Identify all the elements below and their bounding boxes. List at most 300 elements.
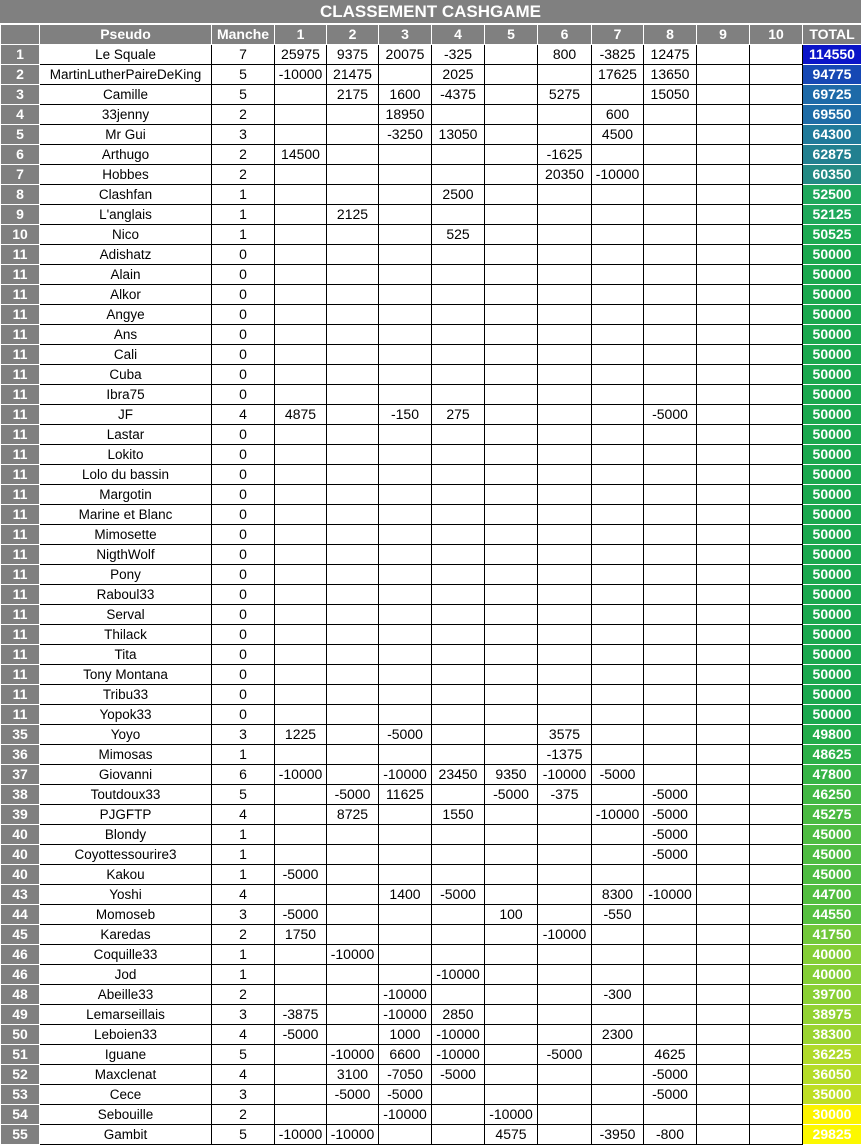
pseudo-cell: Yopok33 [40,705,212,725]
round-6-cell [538,1105,592,1125]
round-5-cell [485,885,538,905]
round-7-cell [592,345,644,365]
round-6-cell [538,1005,592,1025]
round-2-cell: -5000 [327,1085,379,1105]
table-row [1,805,861,825]
round-2-cell [327,505,379,525]
round-4-cell: -5000 [432,1065,485,1085]
round-1-cell [275,105,327,125]
round-1-cell [275,425,327,445]
table-row [1,165,861,185]
round-3-cell: -5000 [379,1085,432,1105]
round-7-cell [592,525,644,545]
ranking-rows [1,45,861,1145]
rank-cell: 52 [1,1065,40,1085]
rank-cell: 11 [1,585,40,605]
round-10-cell [750,925,803,945]
total-cell: 50000 [803,665,861,685]
round-10-cell [750,485,803,505]
round-5-cell [485,625,538,645]
pseudo-cell: Thilack [40,625,212,645]
rank-cell: 43 [1,885,40,905]
table-row [1,425,861,445]
total-cell: 60350 [803,165,861,185]
rank-cell: 53 [1,1085,40,1105]
round-2-cell [327,725,379,745]
pseudo-cell: Raboul33 [40,585,212,605]
total-cell: 50000 [803,505,861,525]
round-9-cell [697,785,750,805]
rank-cell: 55 [1,1125,40,1145]
round-6-cell: 20350 [538,165,592,185]
table-row [1,105,861,125]
round-5-cell [485,365,538,385]
round-5-cell [485,205,538,225]
round-4-cell: -325 [432,45,485,65]
round-5-cell [485,265,538,285]
pseudo-cell: Margotin [40,485,212,505]
round-9-cell [697,45,750,65]
round-7-cell [592,625,644,645]
round-9-cell [697,725,750,745]
round-2-cell [327,565,379,585]
pseudo-cell: Toutdoux33 [40,785,212,805]
table-row [1,85,861,105]
pseudo-cell: PJGFTP [40,805,212,825]
round-3-cell: 1400 [379,885,432,905]
round-10-cell [750,625,803,645]
round-7-cell [592,1105,644,1125]
round-2-cell [327,485,379,505]
round-7-cell: 17625 [592,65,644,85]
round-4-cell: -4375 [432,85,485,105]
round-10-cell [750,985,803,1005]
round-5-cell [485,645,538,665]
round-7-cell [592,845,644,865]
round-7-cell [592,865,644,885]
round-8-cell: -5000 [644,405,697,425]
round-3-cell: -10000 [379,765,432,785]
pseudo-cell: Leboien33 [40,1025,212,1045]
round-2-cell [327,765,379,785]
rank-cell: 54 [1,1105,40,1125]
round-7-cell [592,925,644,945]
round-7-cell: -550 [592,905,644,925]
round-7-cell [592,245,644,265]
round-8-cell: -5000 [644,785,697,805]
round-10-cell [750,745,803,765]
table-row [1,325,861,345]
round-2-cell [327,445,379,465]
round-8-cell [644,1025,697,1045]
round-5-cell: -5000 [485,785,538,805]
manche-cell: 4 [212,405,275,425]
round-9-cell [697,545,750,565]
manche-cell: 0 [212,645,275,665]
round-2-cell [327,285,379,305]
round-8-cell [644,745,697,765]
round-8-cell [644,985,697,1005]
round-4-cell: 525 [432,225,485,245]
round-1-cell [275,225,327,245]
round-7-cell [592,445,644,465]
round-6-cell [538,1025,592,1045]
total-cell: 69550 [803,105,861,125]
round-4-cell [432,565,485,585]
round-1-cell: 1750 [275,925,327,945]
round-4-cell [432,345,485,365]
round-6-cell: -10000 [538,765,592,785]
round-6-cell [538,385,592,405]
total-cell: 50000 [803,285,861,305]
manche-cell: 7 [212,45,275,65]
round-9-cell [697,465,750,485]
round-1-cell [275,705,327,725]
round-6-cell [538,525,592,545]
round-3-cell [379,745,432,765]
rank-cell: 11 [1,305,40,325]
round-2-cell: 2175 [327,85,379,105]
manche-cell: 1 [212,185,275,205]
round-1-cell [275,685,327,705]
round-4-cell [432,205,485,225]
round-8-cell [644,965,697,985]
round-1-cell [275,385,327,405]
round-2-cell [327,305,379,325]
total-cell: 50000 [803,385,861,405]
round-1-cell [275,505,327,525]
total-cell: 52500 [803,185,861,205]
total-cell: 114550 [803,45,861,65]
round-1-cell [275,525,327,545]
round-3-cell [379,645,432,665]
rank-cell: 40 [1,845,40,865]
round-6-cell [538,1065,592,1085]
round-1-cell [275,265,327,285]
round-1-cell [275,985,327,1005]
pseudo-cell: Cece [40,1085,212,1105]
round-5-cell [485,725,538,745]
round-1-cell [275,205,327,225]
round-5-cell [485,685,538,705]
manche-cell: 0 [212,265,275,285]
round-7-cell [592,145,644,165]
rank-cell: 11 [1,665,40,685]
round-10-cell [750,1105,803,1125]
manche-cell: 1 [212,825,275,845]
round-6-cell [538,105,592,125]
rank-cell: 40 [1,825,40,845]
round-7-cell [592,485,644,505]
total-cell: 62875 [803,145,861,165]
round-4-cell [432,305,485,325]
round-7-cell [592,785,644,805]
round-4-cell [432,905,485,925]
pseudo-cell: Clashfan [40,185,212,205]
round-10-cell [750,105,803,125]
round-5-cell [485,1025,538,1045]
pseudo-cell: Camille [40,85,212,105]
manche-cell: 0 [212,345,275,365]
round-10-cell [750,525,803,545]
pseudo-cell: Kakou [40,865,212,885]
rank-cell: 11 [1,365,40,385]
round-5-cell: 9350 [485,765,538,785]
round-8-cell [644,185,697,205]
round-6-cell [538,445,592,465]
pseudo-cell: Coquille33 [40,945,212,965]
round-6-cell [538,665,592,685]
rank-cell: 3 [1,85,40,105]
table-row [1,925,861,945]
pseudo-cell: Alain [40,265,212,285]
table-row [1,1065,861,1085]
round-4-cell [432,245,485,265]
pseudo-cell: Jod [40,965,212,985]
round-9-cell [697,305,750,325]
round-2-cell [327,645,379,665]
round-10-cell [750,685,803,705]
total-cell: 50000 [803,705,861,725]
round-7-cell [592,685,644,705]
round-9-cell [697,645,750,665]
manche-cell: 4 [212,885,275,905]
round-6-cell [538,425,592,445]
round-4-cell [432,365,485,385]
round-1-cell: -10000 [275,1125,327,1145]
round-6-cell [538,1085,592,1105]
round-10-cell [750,145,803,165]
round-9-cell [697,845,750,865]
header-3: 3 [379,25,432,45]
pseudo-cell: JF [40,405,212,425]
rank-cell: 46 [1,965,40,985]
round-3-cell: -7050 [379,1065,432,1085]
round-7-cell [592,665,644,685]
manche-cell: 0 [212,445,275,465]
round-9-cell [697,405,750,425]
total-cell: 45275 [803,805,861,825]
round-9-cell [697,445,750,465]
round-3-cell: 20075 [379,45,432,65]
round-5-cell [485,345,538,365]
round-4-cell [432,865,485,885]
round-6-cell [538,245,592,265]
manche-cell: 1 [212,745,275,765]
pseudo-cell: Blondy [40,825,212,845]
round-1-cell [275,785,327,805]
round-6-cell [538,945,592,965]
manche-cell: 1 [212,845,275,865]
round-5-cell [485,965,538,985]
round-2-cell: -5000 [327,785,379,805]
table-row [1,385,861,405]
round-2-cell [327,425,379,445]
round-4-cell [432,485,485,505]
table-row [1,265,861,285]
round-8-cell [644,385,697,405]
round-7-cell: -3825 [592,45,644,65]
table-row [1,505,861,525]
rank-cell: 11 [1,705,40,725]
table-row [1,745,861,765]
pseudo-cell: Karedas [40,925,212,945]
round-1-cell: 1225 [275,725,327,745]
header-9: 9 [697,25,750,45]
pseudo-cell: 33jenny [40,105,212,125]
round-10-cell [750,265,803,285]
total-cell: 50000 [803,305,861,325]
rank-cell: 11 [1,605,40,625]
round-6-cell [538,625,592,645]
round-8-cell [644,485,697,505]
pseudo-cell: Lastar [40,425,212,445]
round-6-cell [538,685,592,705]
round-1-cell: -10000 [275,65,327,85]
pseudo-cell: Ibra75 [40,385,212,405]
table-row [1,1085,861,1105]
round-10-cell [750,365,803,385]
table-row [1,245,861,265]
round-1-cell [275,465,327,485]
round-6-cell [538,365,592,385]
round-9-cell [697,505,750,525]
manche-cell: 5 [212,785,275,805]
table-row [1,1125,861,1145]
round-7-cell [592,405,644,425]
round-9-cell [697,685,750,705]
round-5-cell [485,925,538,945]
round-5-cell [485,65,538,85]
round-3-cell: 1000 [379,1025,432,1045]
round-1-cell [275,605,327,625]
round-5-cell [485,325,538,345]
round-8-cell [644,1105,697,1125]
round-5-cell [485,145,538,165]
table-row [1,905,861,925]
round-6-cell [538,905,592,925]
round-1-cell [275,845,327,865]
header-rank [1,25,40,45]
round-1-cell: 4875 [275,405,327,425]
pseudo-cell: Tony Montana [40,665,212,685]
round-1-cell [275,285,327,305]
round-2-cell: -10000 [327,1045,379,1065]
round-10-cell [750,645,803,665]
round-6-cell [538,845,592,865]
round-9-cell [697,425,750,445]
round-3-cell [379,485,432,505]
round-5-cell: 4575 [485,1125,538,1145]
round-3-cell [379,225,432,245]
ranking-table [0,24,861,1145]
round-10-cell [750,1065,803,1085]
total-cell: 50000 [803,325,861,345]
round-4-cell [432,725,485,745]
round-2-cell: 2125 [327,205,379,225]
total-cell: 45000 [803,865,861,885]
round-10-cell [750,445,803,465]
round-10-cell [750,585,803,605]
rank-cell: 11 [1,325,40,345]
round-8-cell: -5000 [644,1065,697,1085]
round-6-cell [538,285,592,305]
rank-cell: 4 [1,105,40,125]
round-3-cell [379,205,432,225]
round-8-cell [644,725,697,745]
round-9-cell [697,125,750,145]
round-6-cell [538,565,592,585]
round-9-cell [697,985,750,1005]
round-2-cell [327,585,379,605]
table-row [1,765,861,785]
round-7-cell: 4500 [592,125,644,145]
round-4-cell: 275 [432,405,485,425]
round-8-cell: -5000 [644,805,697,825]
round-8-cell [644,325,697,345]
round-8-cell [644,545,697,565]
table-row [1,225,861,245]
table-row [1,605,861,625]
round-8-cell [644,105,697,125]
round-5-cell [485,225,538,245]
round-9-cell [697,225,750,245]
total-cell: 50000 [803,345,861,365]
round-10-cell [750,405,803,425]
round-3-cell: -10000 [379,1105,432,1125]
total-cell: 45000 [803,825,861,845]
rank-cell: 11 [1,465,40,485]
round-6-cell [538,1125,592,1145]
round-3-cell [379,365,432,385]
table-row [1,785,861,805]
round-6-cell [538,505,592,525]
round-7-cell: 8300 [592,885,644,905]
total-cell: 36225 [803,1045,861,1065]
manche-cell: 0 [212,245,275,265]
round-1-cell [275,245,327,265]
round-5-cell [485,845,538,865]
round-2-cell [327,185,379,205]
round-6-cell [538,485,592,505]
round-3-cell: 11625 [379,785,432,805]
table-row [1,965,861,985]
round-1-cell [275,325,327,345]
round-2-cell [327,245,379,265]
round-7-cell [592,265,644,285]
round-6-cell [538,605,592,625]
rank-cell: 11 [1,625,40,645]
round-5-cell [485,865,538,885]
round-7-cell [592,965,644,985]
round-2-cell [327,925,379,945]
round-7-cell [592,285,644,305]
round-4-cell [432,325,485,345]
table-row [1,625,861,645]
round-3-cell [379,905,432,925]
total-cell: 41750 [803,925,861,945]
round-5-cell [485,165,538,185]
round-8-cell [644,225,697,245]
round-8-cell [644,1005,697,1025]
round-4-cell [432,1105,485,1125]
round-5-cell [485,285,538,305]
manche-cell: 0 [212,465,275,485]
round-3-cell [379,625,432,645]
round-9-cell [697,1085,750,1105]
total-cell: 50000 [803,585,861,605]
header-total: TOTAL [803,25,861,45]
